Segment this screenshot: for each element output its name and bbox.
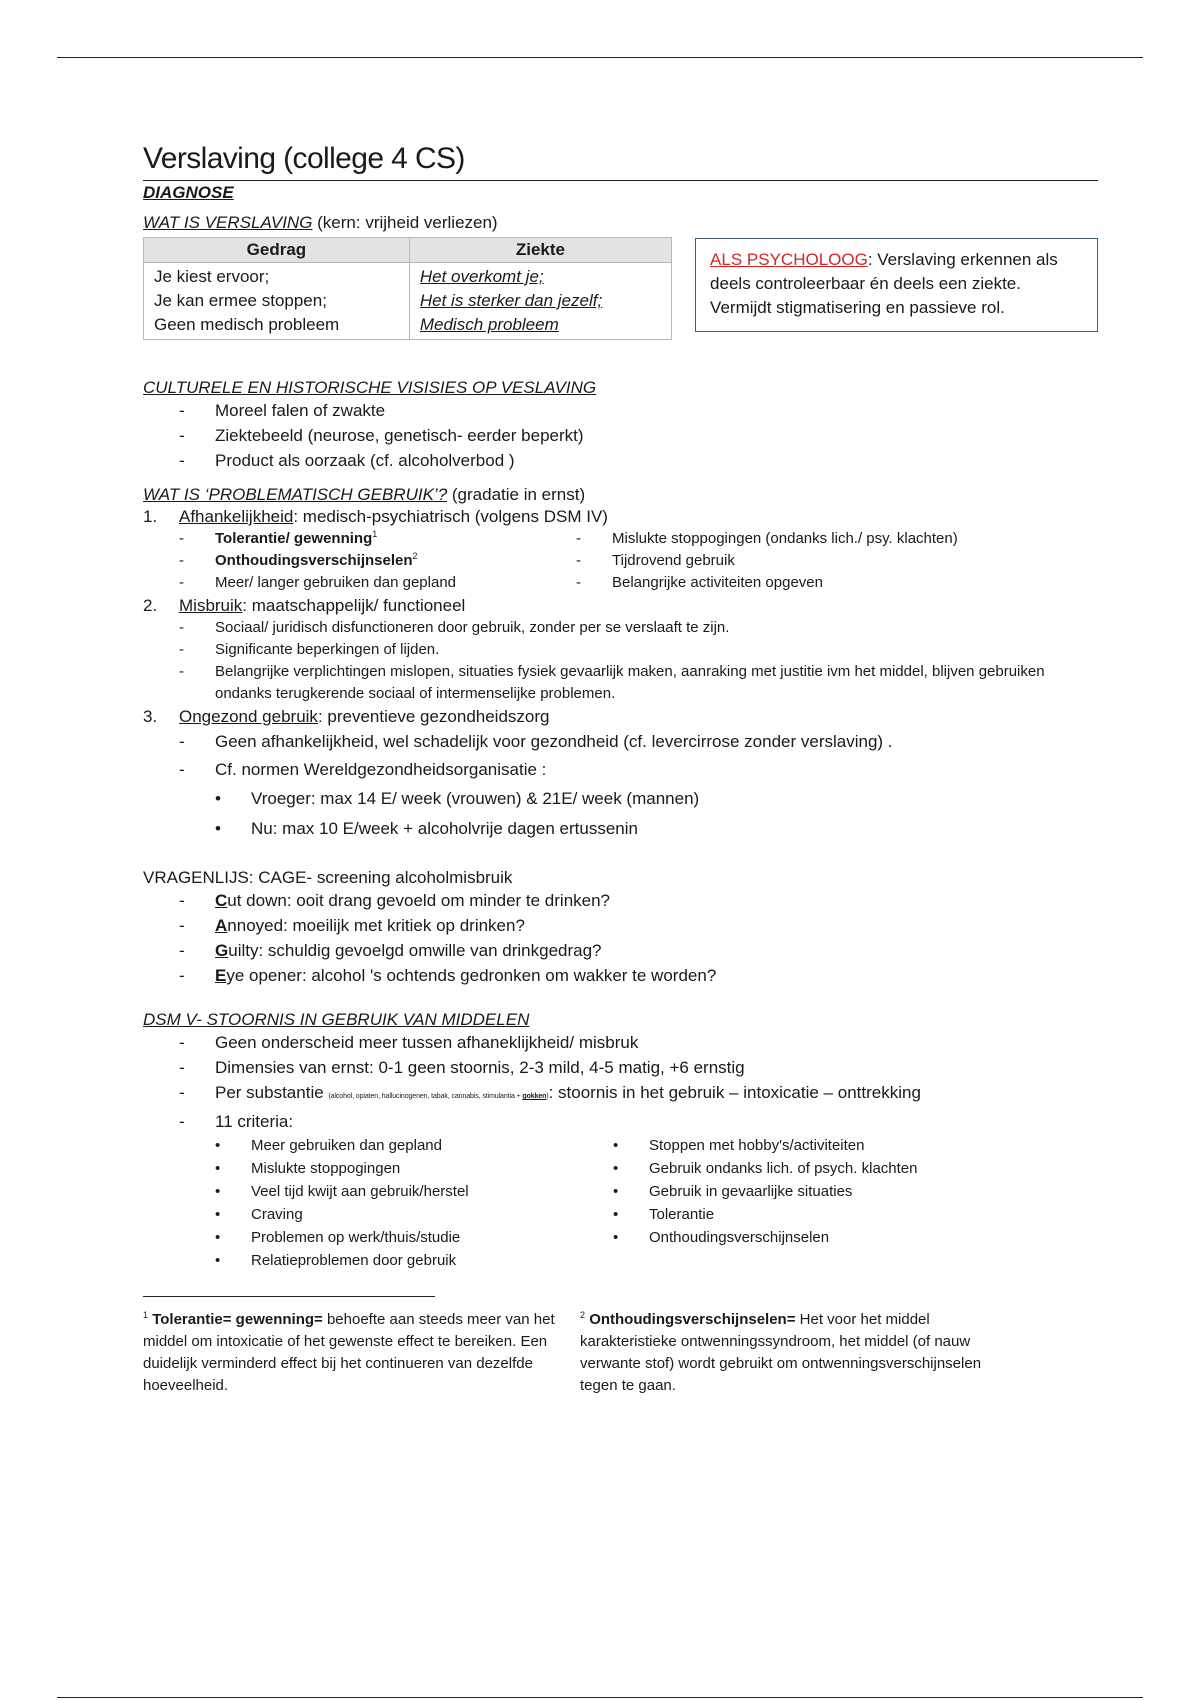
table-header-row: [144, 238, 672, 263]
item-number: 1.: [143, 507, 158, 526]
wat-is-title: WAT IS VERSLAVING: [143, 213, 313, 232]
who-norms-list: [143, 784, 1098, 844]
list-item: - Dimensies van ernst: 0-1 geen stoornis, 2-3 mild, 4-5 matig, +6 ernstig: [143, 1055, 1098, 1080]
table-cell-ziekte: [409, 263, 671, 340]
list-item: • Gebruik ondanks lich. of psych. klachten: [541, 1157, 1093, 1180]
list-item: • Veel tijd kwijt aan gebruik/herstel: [143, 1180, 613, 1203]
criteria-right: [541, 1134, 1093, 1249]
ziekte-line: Het overkomt je;: [419, 267, 544, 286]
list-item: • Onthoudingsverschijnselen: [541, 1226, 1093, 1249]
numbered-item: [143, 705, 1098, 844]
footnote-text: Het voor het middel karakteristieke ontwenningssyndroom, het middel (of nauw verwante stof) wordt gebruikt om ontwenningsverschijnselen tegen te gaan.: [580, 1311, 982, 1394]
wat-is-heading: [143, 213, 1098, 233]
psycholoog-note-box: [695, 238, 1098, 332]
dsm-title: DSM V- STOORNIS IN GEBRUIK VAN MIDDELEN: [143, 1010, 530, 1029]
culturele-title: CULTURELE EN HISTORISCHE VISISIES OP VESLAVING: [143, 378, 597, 397]
numbered-item: [143, 594, 1098, 705]
ziekte-line: Het is sterker dan jezelf;: [419, 291, 603, 310]
ongezond-list: [143, 728, 1098, 784]
list-item: [143, 888, 1098, 913]
problematisch-note: (gradatie in ernst): [447, 485, 586, 504]
wat-is-row: [143, 237, 1098, 340]
culturele-heading: [143, 378, 1098, 398]
list-item: • Stoppen met hobby's/activiteiten: [541, 1134, 1093, 1157]
item-line: [143, 505, 1098, 528]
list-item: - Ziektebeeld (neurose, genetisch- eerder beperkt): [143, 423, 1098, 448]
problematisch-list: [143, 505, 1098, 844]
list-item: • Mislukte stoppogingen: [143, 1157, 613, 1180]
list-item: - Sociaal/ juridisch disfunctioneren door gebruik, zonder per se verslaaft te zijn.: [143, 617, 1098, 639]
item-bold: Onthoudingsverschijnselen: [215, 552, 413, 569]
table-row: [144, 263, 672, 340]
substantie-tiny-bold: gokken: [522, 1093, 547, 1100]
table-header: Ziekte: [409, 238, 671, 263]
gedrag-ziekte-table: [143, 237, 672, 340]
table-header: Gedrag: [144, 238, 410, 263]
section-diagnose: DIAGNOSE: [143, 183, 234, 202]
item-rest: : maatschappelijk/ functioneel: [242, 596, 466, 615]
cage-text: nnoyed: moeilijk met kritiek op drinken?: [227, 916, 525, 935]
list-item: • Gebruik in gevaarlijke situaties: [541, 1180, 1093, 1203]
cage-letter: C: [215, 891, 228, 910]
item-line: [143, 594, 1098, 617]
item-label: Afhankelijkheid: [179, 507, 294, 526]
afhankelijkheid-right: [540, 528, 1096, 594]
substantie-tiny: (alcohol, opiaten, hallucinogenen, tabak, cannabis, stimulantia +: [328, 1093, 523, 1100]
footnote-text: behoefte aan steeds meer van het middel om intoxicatie of het gewenste effect te bereiken. Een duidelijk verminderd effect bij het continueren van dezelfde hoeveelheid.: [143, 1311, 555, 1394]
misbruik-list: [143, 617, 1098, 705]
list-item: • Relatieproblemen door gebruik: [143, 1249, 613, 1272]
item-text: Meer/ langer gebruiken dan gepland: [215, 574, 457, 591]
list-item: [143, 572, 576, 594]
list-item: • Vroeger: max 14 E/ week (vrouwen) & 21E/ week (mannen): [143, 784, 1098, 814]
cage-letter: A: [215, 916, 228, 935]
substantie-rest: : stoornis in het gebruik – intoxicatie – onttrekking: [548, 1083, 921, 1102]
footnotes: [143, 1309, 1098, 1397]
list-item: - Mislukte stoppogingen (ondanks lich./ psy. klachten): [540, 528, 1096, 550]
list-item: • Problemen op werk/thuis/studie: [143, 1226, 613, 1249]
note-text: : Verslaving erkennen als deels controleerbaar én deels een ziekte. Vermijdt stigmatisering en passieve rol.: [710, 250, 1058, 317]
criteria-columns: [143, 1134, 1098, 1272]
list-item: • Meer gebruiken dan gepland: [143, 1134, 613, 1157]
list-item: - Belangrijke activiteiten opgeven: [540, 572, 1096, 594]
item-label: Ongezond gebruik: [179, 707, 318, 726]
substantie-tiny-end: ): [546, 1093, 549, 1100]
list-item: • Tolerantie: [541, 1203, 1093, 1226]
footnote-number: 1: [143, 1310, 149, 1320]
item-bold: Tolerantie/ gewenning: [215, 530, 373, 547]
cage-list: [143, 888, 1098, 988]
footnote-ref: 2: [412, 551, 418, 561]
list-item: [143, 913, 1098, 938]
list-item: [143, 1080, 1098, 1109]
gedrag-line: Je kiest ervoor;: [154, 267, 270, 286]
list-item: [143, 528, 576, 550]
gedrag-line: Je kan ermee stoppen;: [154, 291, 327, 310]
numbered-item: [143, 505, 1098, 594]
footnote-2: [580, 1309, 1012, 1397]
list-item: [143, 550, 576, 572]
list-item: • Nu: max 10 E/week + alcoholvrije dagen ertussenin: [143, 814, 1098, 844]
list-item: - Belangrijke verplichtingen mislopen, situaties fysiek gevaarlijk maken, aanraking met justitie ivm het middel, blijven gebruiken ondanks terugkerende sociaal of intermenselijke problemen.: [143, 661, 1098, 705]
bottom-rule: [57, 1697, 1143, 1698]
problematisch-heading: [143, 485, 1098, 505]
list-item: - Geen onderscheid meer tussen afhaneklijkheid/ misbruk: [143, 1030, 1098, 1055]
list-item: - Product als oorzaak (cf. alcoholverbod ): [143, 448, 1098, 473]
culturele-list: [143, 398, 1098, 473]
list-item: - Significante beperkingen of lijden.: [143, 639, 1098, 661]
list-item: - Cf. normen Wereldgezondheidsorganisatie :: [143, 756, 1098, 784]
footnote-term: Onthoudingsverschijnselen=: [589, 1311, 796, 1328]
list-item: - Moreel falen of zwakte: [143, 398, 1098, 423]
list-item: • Craving: [143, 1203, 613, 1226]
page-title: Verslaving (college 4 CS): [143, 140, 1098, 181]
cage-heading: VRAGENLIJS: CAGE- screening alcoholmisbruik: [143, 868, 513, 887]
cage-text: uilty: schuldig gevoelgd omwille van drinkgedrag?: [228, 941, 602, 960]
cage-letter: G: [215, 941, 229, 960]
list-item: - Geen afhankelijkheid, wel schadelijk voor gezondheid (cf. levercirrose zonder verslaving) .: [143, 728, 1098, 756]
list-item: - Tijdrovend gebruik: [540, 550, 1096, 572]
wat-is-note: (kern: vrijheid verliezen): [312, 213, 498, 232]
list-item: [143, 963, 1098, 988]
footnote-number: 2: [580, 1310, 586, 1320]
ziekte-line: Medisch probleem: [419, 315, 559, 334]
afhankelijkheid-left: [143, 528, 576, 594]
cage-letter: E: [215, 966, 227, 985]
item-rest: : medisch-psychiatrisch (volgens DSM IV): [293, 507, 608, 526]
list-item: [143, 938, 1098, 963]
footnote-rule: [143, 1296, 435, 1297]
top-rule: [57, 57, 1143, 58]
cage-text: ye opener: alcohol 's ochtends gedronken om wakker te worden?: [226, 966, 717, 985]
list-item: - 11 criteria:: [143, 1109, 1098, 1134]
item-label: Misbruik: [179, 596, 243, 615]
footnote-ref: 1: [372, 529, 378, 539]
problematisch-title: WAT IS ‘PROBLEMATISCH GEBRUIK’?: [143, 485, 448, 504]
document-body: [143, 140, 1098, 1397]
dsm-list: [143, 1030, 1098, 1134]
note-label: ALS PSYCHOLOOG: [710, 250, 868, 269]
substantie-lead: Per substantie: [215, 1083, 329, 1102]
footnote-term: Tolerantie= gewenning=: [152, 1311, 323, 1328]
item-line: [143, 705, 1098, 728]
footnote-1: [143, 1309, 575, 1397]
item-rest: : preventieve gezondheidszorg: [317, 707, 550, 726]
afhankelijkheid-columns: [143, 528, 1098, 594]
item-number: 2.: [143, 596, 158, 615]
item-number: 3.: [143, 707, 158, 726]
table-cell-gedrag: [144, 263, 410, 340]
cage-text: ut down: ooit drang gevoeld om minder te drinken?: [227, 891, 611, 910]
dsm-heading: [143, 1010, 1098, 1030]
gedrag-line: Geen medisch probleem: [154, 315, 340, 334]
